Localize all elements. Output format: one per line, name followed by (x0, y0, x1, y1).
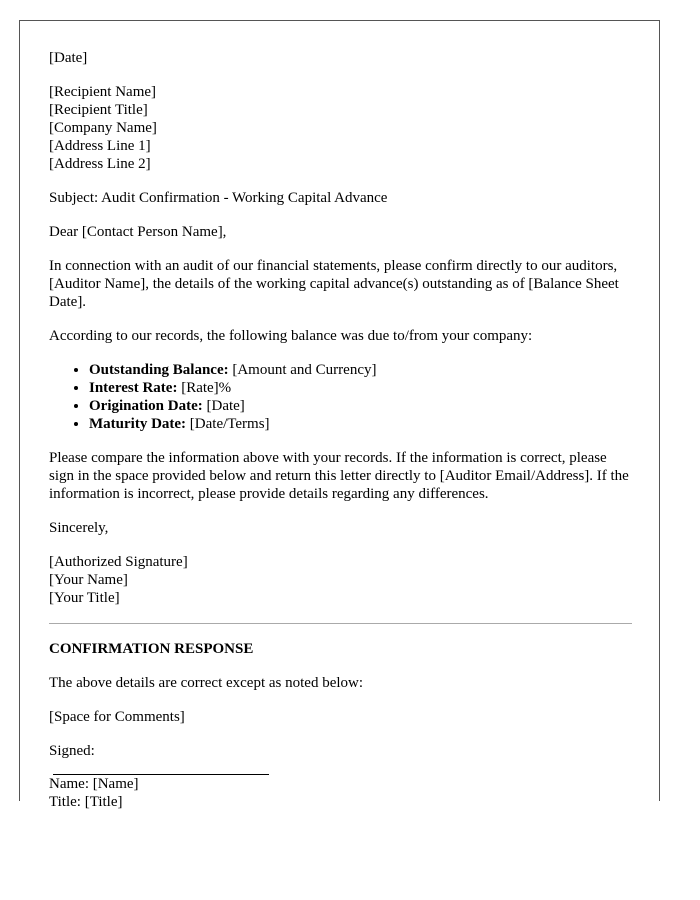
letter-intro: In connection with an audit of our financial statements, please confirm directly to our auditors, [Auditor Name], the details of the working capital advance(s) outstanding as of [Balance Sheet Date]. (49, 258, 619, 310)
section-divider (49, 623, 632, 624)
detail-value: [Amount and Currency] (228, 362, 377, 378)
sender-title: [Your Title] (49, 590, 120, 606)
letter-closing: Sincerely, (49, 520, 109, 536)
signed-label: Signed: (49, 743, 95, 759)
response-name: Name: [Name] (49, 776, 139, 792)
detail-outstanding-balance (89, 361, 632, 379)
balance-details-list (49, 361, 632, 433)
recipient-address-line-1: [Address Line 1] (49, 138, 151, 154)
detail-label: Maturity Date: (89, 416, 187, 432)
comments-placeholder: [Space for Comments] (49, 709, 185, 725)
signature-block (49, 553, 632, 607)
letter-salutation: Dear [Contact Person Name], (49, 224, 227, 240)
detail-label: Outstanding Balance: (89, 362, 229, 378)
letter-instructions: Please compare the information above with your records. If the information is correct, please sign in the space provided below and return this letter directly to [Auditor Email/Address]. If the information is incorrect, please provide details regarding any differences. (49, 450, 629, 502)
detail-interest-rate (89, 379, 632, 397)
detail-maturity-date (89, 415, 632, 433)
detail-value: [Date/Terms] (186, 416, 270, 432)
detail-label: Interest Rate: (89, 380, 178, 396)
letter-subject: Subject: Audit Confirmation - Working Capital Advance (49, 190, 388, 206)
confirmation-response-heading: CONFIRMATION RESPONSE (49, 641, 254, 657)
recipient-company: [Company Name] (49, 120, 157, 136)
detail-value: [Date] (202, 398, 245, 414)
letter-date: [Date] (49, 50, 88, 66)
detail-value: [Rate]% (177, 380, 232, 396)
confirmation-statement: The above details are correct except as noted below: (49, 675, 364, 691)
recipient-name: [Recipient Name] (49, 84, 157, 100)
response-title: Title: [Title] (49, 794, 123, 810)
records-intro: According to our records, the following balance was due to/from your company: (49, 328, 533, 344)
detail-origination-date (89, 397, 632, 415)
detail-label: Origination Date: (89, 398, 203, 414)
response-signature-block (49, 742, 632, 811)
signed-row (49, 742, 632, 775)
letter-page (19, 20, 660, 810)
signature-line (53, 760, 269, 775)
authorized-signature: [Authorized Signature] (49, 554, 188, 570)
recipient-block (49, 83, 632, 173)
recipient-address-line-2: [Address Line 2] (49, 156, 151, 172)
letter-content (49, 49, 632, 811)
recipient-title: [Recipient Title] (49, 102, 148, 118)
sender-name: [Your Name] (49, 572, 128, 588)
